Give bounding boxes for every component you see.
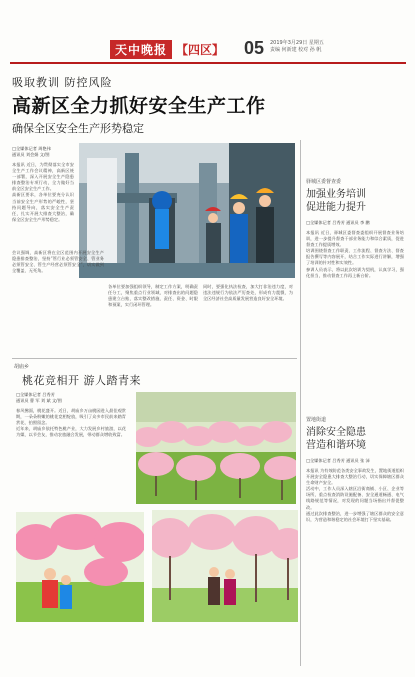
orchard-illustration [136,392,296,504]
lead-paragraph: 本报讯 近日，为贯彻落实全市安全生产工作会议精神，高新区统一部署，深入开展安全生产隐患排查整治专项行动，全力做好当前全区安全生产工作。 [12,162,74,192]
lead-column-3 [108,284,198,308]
bottom-story-tag: 胡庙乡 [14,364,30,370]
lead-column-4 [203,284,293,302]
right-story-1-body [306,230,404,279]
peach-orchard-photo [136,392,296,504]
inspection-photo-illustration [79,143,295,278]
lead-title: 高新区全力抓好安全生产工作 [12,95,266,117]
orchard-path-illustration [152,510,298,622]
visitors-illustration [16,512,144,622]
right-story-2-byline: □全媒体记者 吕秀芳 通讯员 张 沛 [306,458,370,463]
right-story-1-paragraph: 参训人员表示，将以此次培训为契机，认真学习，强化担当，推动督查工作再上新台阶。 [306,266,404,278]
page-number: 05 [244,38,265,58]
brand-logo [110,40,224,58]
lead-paragraph: 各单位要加强组织领导，制定工作方案，明确责任分工，聚焦重点行业领域，对排查出的问题隐患建立台账，落实整改措施、责任、资金、时限和预案，实行闭环管理。 [108,284,198,308]
right-story-2-body [306,468,404,523]
right-story-2-tag: 置地街道 [306,417,327,423]
right-story-2-paragraph: 活动中，工作人员深入辖区沿街商铺、小区、企业等场所，重点检查消防设施配备、安全通道畅通、电气线路规范等情况，对发现的问题当场指出并督促整改。 [306,486,404,510]
visitors-photo [16,512,144,622]
lead-paragraph: 同时，要强化执法检查，加大打非治违力度，对违法违规行为依法严厉查处，形成有力震慑，为全区经济社会高质量发展营造良好安全环境。 [203,284,293,302]
bottom-story-paragraph: 近年来，胡庙乡依托特色桃产业，大力发展乡村旅游，以花为媒、以节会友，推动农旅融合发展，带动群众增收致富。 [16,426,126,438]
orchard-path-photo [152,510,298,622]
right-story-1-byline: □全媒体记者 吕秀芳 通讯员 李 鹏 [306,220,370,225]
bottom-byline-1: □全媒体记者 吕秀芳 [16,392,55,397]
bottom-byline-2: 通讯员 曹 军 刘 斌 文/图 [16,398,62,403]
right-story-2-title-line-1: 消除安全隐患 [306,427,366,438]
lead-byline-1: □全媒体记者 周艳伟 [12,146,51,151]
section-name: 【四区】 [176,42,225,57]
lead-paragraph: 高新区要求，各单位要充分认识当前安全生产形势的严峻性，坚持问题导向，落实安全生产责任，扎实开展大排查大整治，确保全区安全生产形势稳定。 [12,192,74,222]
right-story-2-title [306,426,406,452]
masthead [10,38,406,64]
right-story-1-title-line-1: 加强业务培训 [306,189,366,200]
lead-photo [79,143,295,278]
bottom-story-body [16,408,126,438]
section-divider [12,358,297,359]
right-story-1-paragraph: 培训围绕督查工作职责、工作流程、督查方法、督查报告撰写等内容展开，结合工作实际进行讲解，增强了培训的针对性和实效性。 [306,248,404,266]
lead-column-2 [12,250,104,274]
right-story-2-paragraph: 通过此次排查整治，进一步增强了辖区群众的安全意识，为营造和谐稳定的社会环境打下坚实基础。 [306,510,404,522]
bottom-story-byline [16,392,62,404]
lead-paragraph: 会议强调，高新区将在全区范围内开展安全生产隐患排查整治，坚持“管行业必须管安全、管业务必须管安全、管生产经营必须管安全”，切实做到全覆盖、无死角。 [12,250,104,274]
bottom-story-title: 桃花竞相开 游人踏青来 [22,374,141,387]
lead-byline-2: 通讯员 刘会娟 文/图 [12,152,50,157]
right-story-2-paragraph: 本报讯 为有效防范各类安全事故发生，置地街道组织开展安全隐患大排查大整治行动，切实保障辖区群众生命财产安全。 [306,468,404,486]
right-story-1-paragraph: 本报讯 近日，驿城区委督查委组织开展督查业务培训，进一步提升督查干部业务能力和综合素质，促进督查工作提质增效。 [306,230,404,248]
lead-subtitle: 确保全区安全生产形势稳定 [12,122,144,135]
bottom-story-paragraph: 春风拂面，桃花盛开。近日，胡庙乡万亩桃园进入最佳观赏期，一朵朵粉嫩的桃花竞相绽放，吸引了众多市民前来踏青赏花、拍照留念。 [16,408,126,426]
masthead-meta [270,40,390,54]
brand-name: 天中晚报 [110,40,172,59]
lead-kicker: 吸取教训 防控风险 [12,76,113,89]
column-divider [300,140,301,666]
lead-column-1 [12,146,74,223]
right-story-2-title-line-2: 营造和谐环境 [306,440,366,451]
date-line: 2019年3月29日 星期五 [270,40,324,46]
right-story-1-title-line-2: 促进能力提升 [306,202,366,213]
editor-line: 责编 何新建 校对 孙 帆 [270,47,322,53]
right-story-1-title [306,188,406,214]
right-story-1-tag: 驿城区委督查委 [306,179,342,185]
